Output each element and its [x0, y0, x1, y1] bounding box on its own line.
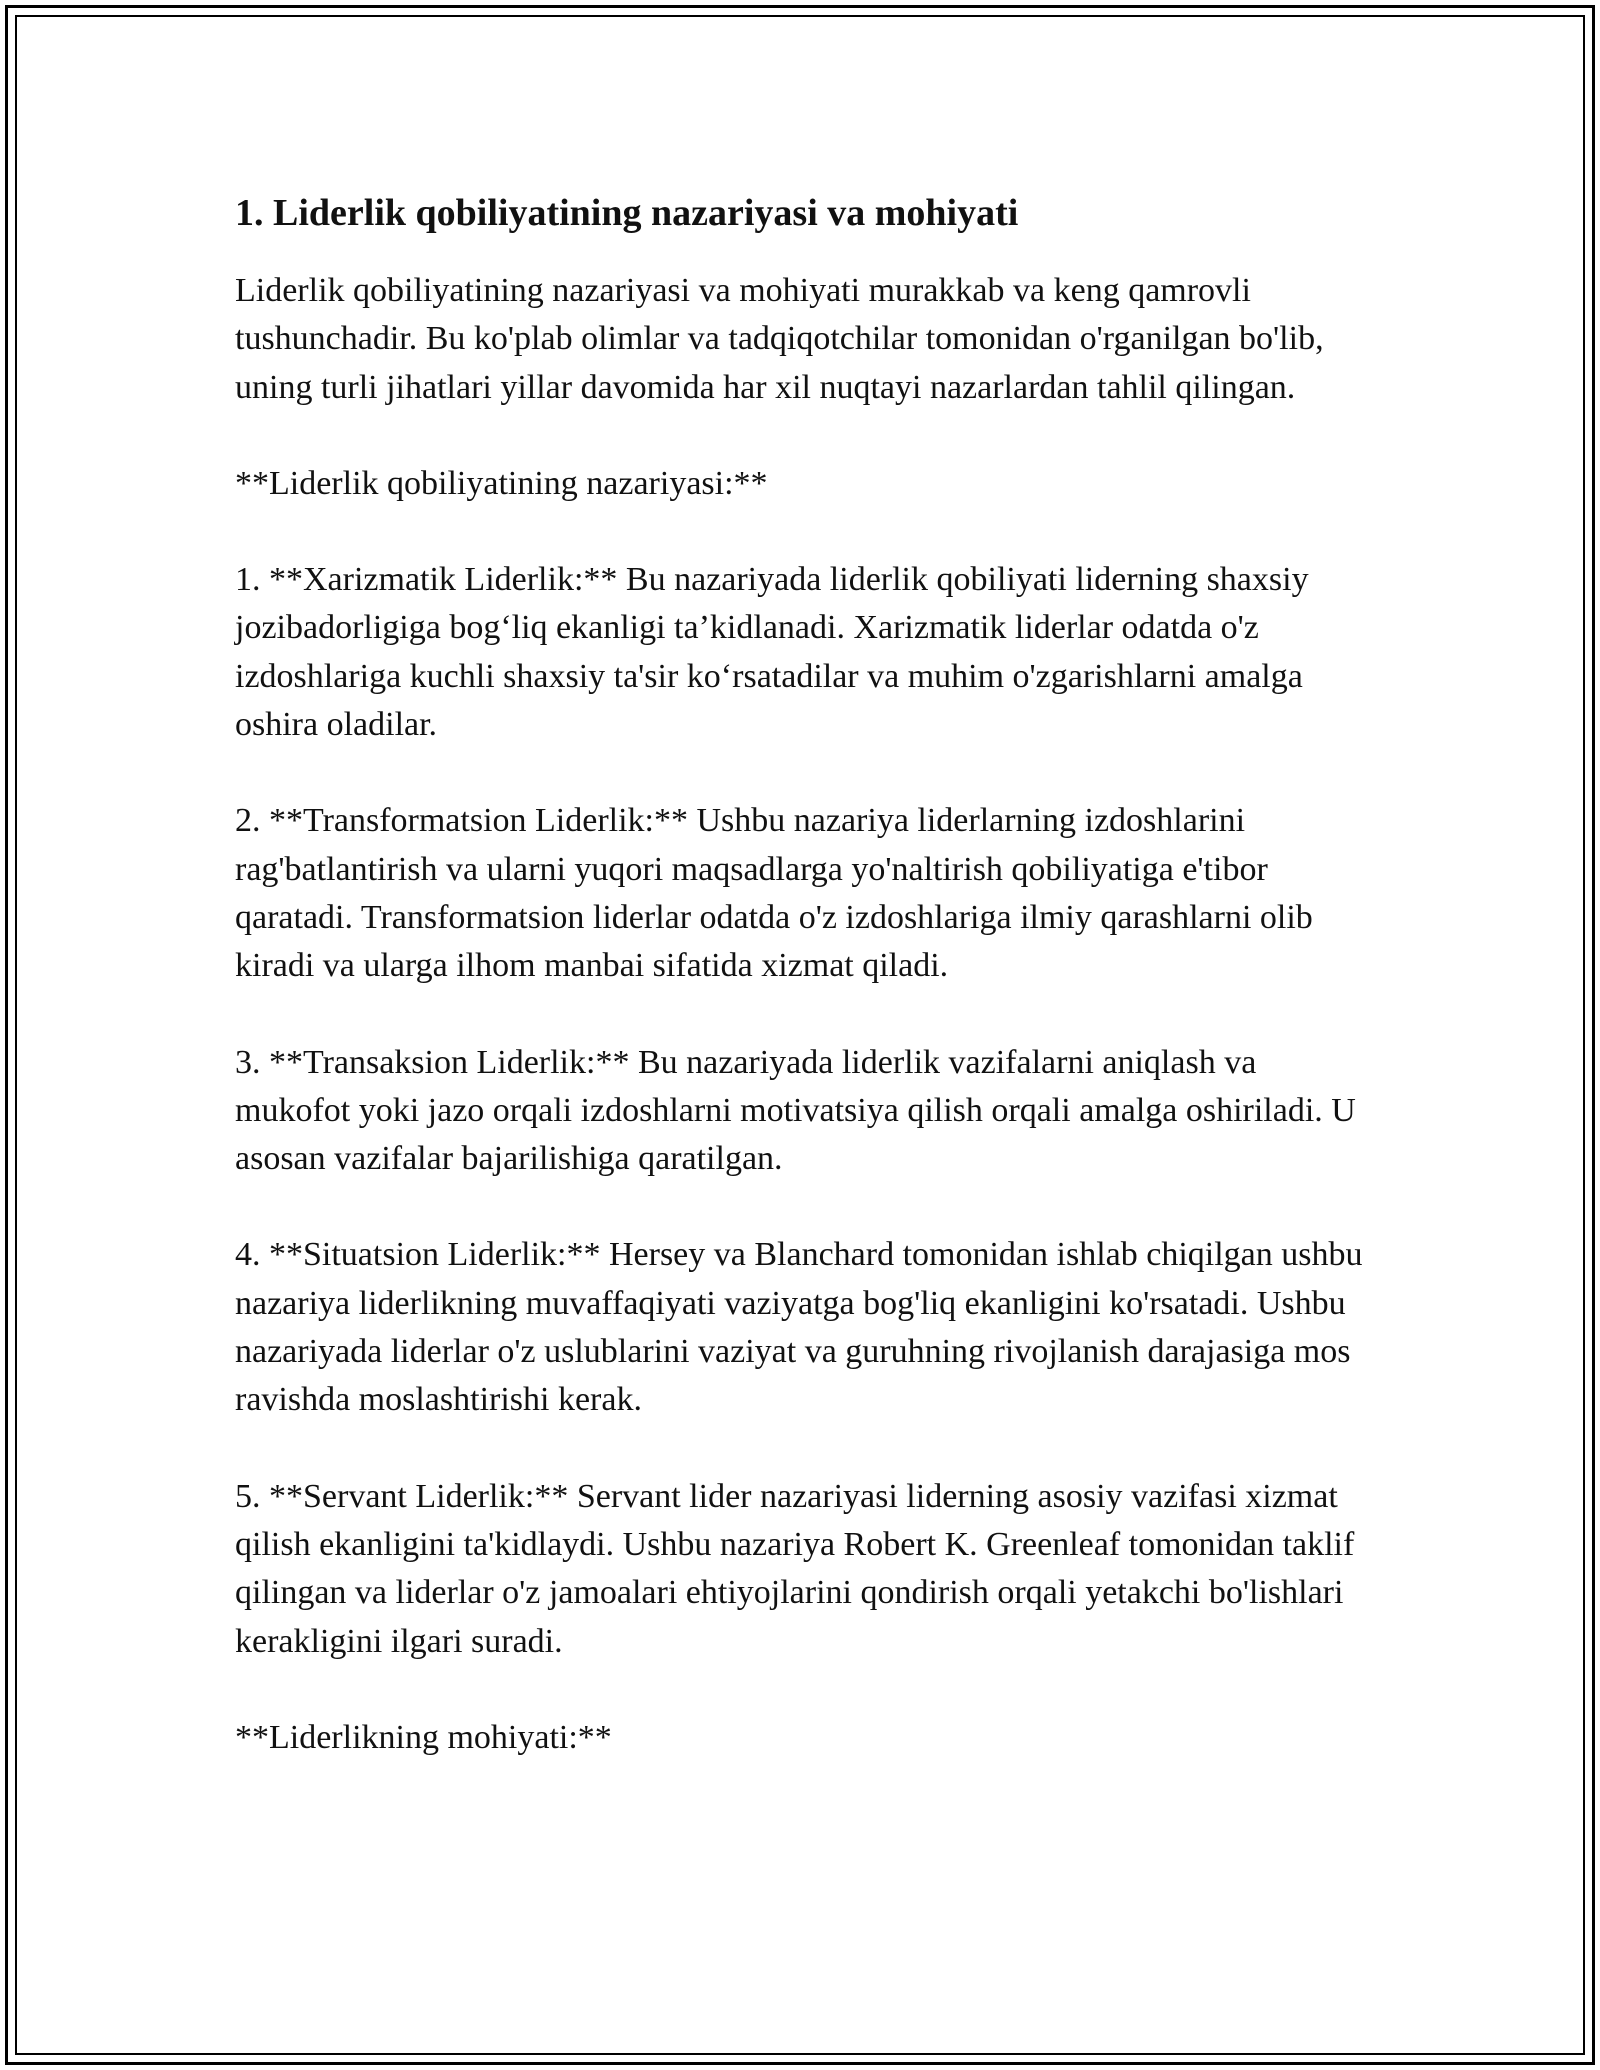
essence-subheading: **Liderlikning mohiyati:** — [235, 1718, 612, 1756]
theory-item-charismatic: 1. **Xarizmatik Liderlik:** Bu nazariyada liderlik qobiliyati liderning shaxsiy jozibadorligiga bog‘liq ekanligi ta’kidlanadi. Xarizmatik liderlar odatda o'z izdoshlariga kuchli shaxsiy ta'sir ko‘rsatadilar va muhim o'zgarishlarni amalga oshira oladilar. — [235, 561, 1309, 744]
theory-item-servant: 5. **Servant Liderlik:** Servant lider nazariyasi liderning asosiy vazifasi xizmat qilish ekanligini ta'kidlaydi. Ushbu nazariya Robert K. Greenleaf tomonidan taklif qilingan va liderlar o'z jamoalari ehtiyojlarini qondirish orqali yetakchi bo'lishlari kerakligini ilgari suradi. — [235, 1477, 1355, 1660]
section-heading: 1. Liderlik qobiliyatining nazariyasi va mohiyati — [235, 192, 1019, 234]
intro-paragraph: Liderlik qobiliyatining nazariyasi va mohiyati murakkab va keng qamrovli tushunchadir. Bu ko'plab olimlar va tadqiqotchilar tomonidan o'rganilgan bo'lib, uning turli jihatlari yillar davomida har xil nuqtayi nazarlardan tahlil qilingan. — [235, 272, 1324, 406]
theory-item-transactional: 3. **Transaksion Liderlik:** Bu nazariyada liderlik vazifalarni aniqlash va mukofot yoki jazo orqali izdoshlarni motivatsiya qilish orqali amalga oshiriladi. U asosan vazifalar bajarilishiga qaratilgan. — [235, 1043, 1356, 1178]
theory-item-transformational: 2. **Transformatsion Liderlik:** Ushbu nazariya liderlarning izdoshlarini rag'batlantirish va ularni yuqori maqsadlarga yo'naltirish qobiliyatiga e'tibor qaratadi. Transformatsion liderlar odatda o'z izdoshlariga ilmiy qarashlarni olib kiradi va ularga ilhom manbai sifatida xizmat qiladi. — [235, 802, 1313, 985]
theory-item-situational: 4. **Situatsion Liderlik:** Hersey va Blanchard tomonidan ishlab chiqilgan ushbu nazariya liderlikning muvaffaqiyati vaziyatga bog'liq ekanligini ko'rsatadi. Ushbu nazariyada liderlar o'z uslublarini vaziyat va guruhning rivojlanish darajasiga mos ravishda moslashtirishi kerak. — [235, 1236, 1363, 1419]
theory-subheading: **Liderlik qobiliyatining nazariyasi:** — [235, 464, 768, 502]
document-body — [235, 183, 1365, 1810]
